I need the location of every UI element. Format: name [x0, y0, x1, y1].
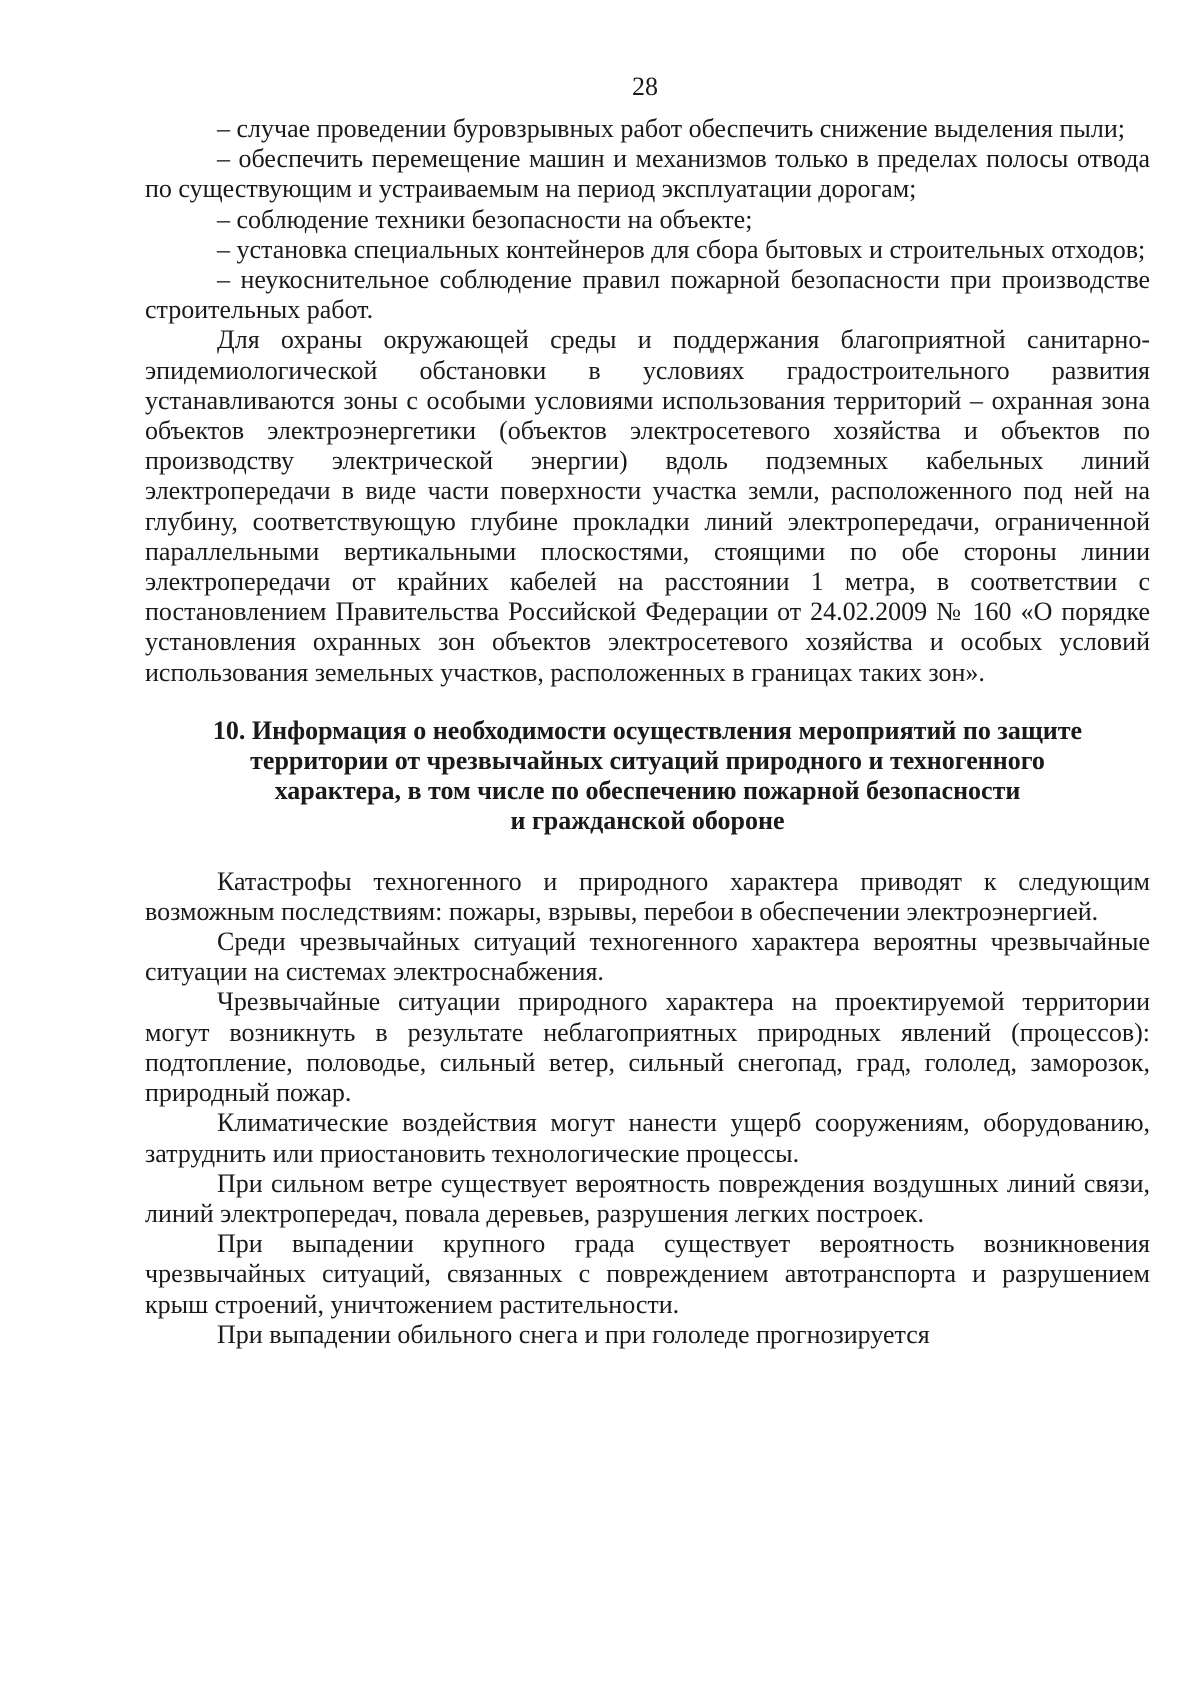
list-item: – неукоснительное соблюдение правил пожарной безопасности при производстве строительных работ. [145, 265, 1150, 325]
section-paragraph: Климатические воздействия могут нанести ущерб сооружениям, оборудованию, затруднить или приостановить технологические процессы. [145, 1108, 1150, 1168]
section-paragraph: При сильном ветре существует вероятность повреждения воздушных линий связи, линий электропередач, повала деревьев, разрушения легких построек. [145, 1168, 1150, 1228]
section-paragraph: При выпадении обильного снега и при гололеде прогнозируется [217, 1319, 930, 1349]
section-paragraph: Чрезвычайные ситуации природного характера на проектируемой территории могут возникнуть в результате неблагоприятных природных явлений (процессов): подтопление, половодье, сильный ветер, сильный снегопад, град, гололед, заморозок, природный пожар. [145, 987, 1150, 1108]
section-paragraph: Катастрофы техногенного и природного характера приводят к следующим возможным последствиям: пожары, взрывы, перебои в обеспечении электроэнергией. [145, 866, 1150, 926]
list-item: – установка специальных контейнеров для сбора бытовых и строительных отходов; [217, 234, 1146, 264]
paragraph-protection-zone: Для охраны окружающей среды и поддержания благоприятной санитарно-эпидемиологической обстановки в условиях градостроительного развития устанавливаются зоны с особыми условиями использования территорий – охранная зона объектов электроэнергетики (объектов электросетевого хозяйства и объектов по производству электрической энергии) вдоль подземных кабельных линий электропередачи в виде части поверхности участка земли, расположенного под ней на глубину, соответствующую глубине прокладки линий электропередачи, ограниченной параллельными вертикальными плоскостями, стоящими по обе стороны линии электропередачи от крайних кабелей на расстоянии 1 метра, в соответствии с постановлением Правительства Российской Федерации от 24.02.2009 № 160 «О порядке установления охранных зон объектов электросетевого хозяйства и особых условий использования земельных участков, расположенных в границах таких зон». [145, 325, 1150, 687]
list-item: – случае проведении буровзрывных работ обеспечить снижение выделения пыли; [217, 114, 1125, 143]
section-heading-line: характера, в том числе по обеспечению пожарной безопасности [274, 776, 1021, 806]
list-item: – обеспечить перемещение машин и механизмов только в пределах полосы отвода по существующим и устраиваемым на период эксплуатации дорогам; [145, 144, 1150, 204]
document-body [145, 114, 1150, 1350]
list-item: – соблюдение техники безопасности на объекте; [217, 204, 753, 234]
section-heading-line: территории от чрезвычайных ситуаций природного и техногенного [250, 746, 1045, 776]
section-heading [145, 716, 1150, 837]
section-heading-line: 10. Информация о необходимости осуществления мероприятий по защите [212, 715, 1083, 745]
section-heading-line: и гражданской обороне [510, 806, 785, 836]
page-number: 28 [632, 72, 658, 101]
section-paragraph: Среди чрезвычайных ситуаций техногенного характера вероятны чрезвычайные ситуации на системах электроснабжения. [145, 927, 1150, 987]
section-paragraph: При выпадении крупного града существует вероятность возникновения чрезвычайных ситуаций, связанных с повреждением автотранспорта и разрушением крыш строений, уничтожением растительности. [145, 1229, 1150, 1319]
